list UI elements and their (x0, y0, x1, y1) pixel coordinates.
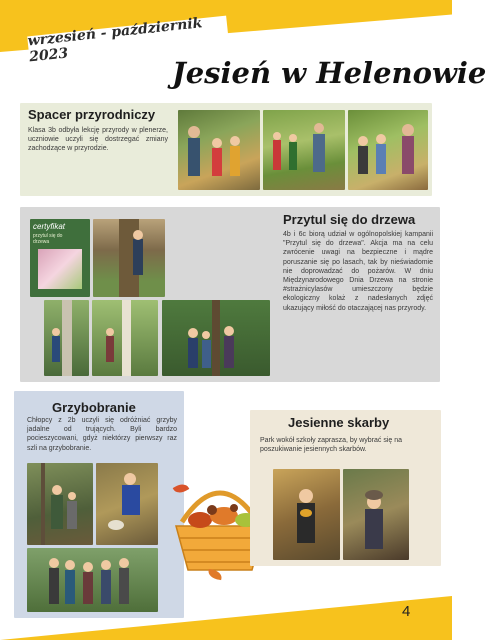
skarby-photo-2 (343, 469, 409, 560)
przytul-photo-4 (92, 300, 158, 376)
issue-date: wrzesień - październik 2023 (26, 15, 204, 66)
spacer-text: Klasa 3b odbyła lekcję przyrody w plenerze, uczniowie uczyli się dostrzegać zmiany zachodzące w przyrodzie. (28, 127, 168, 153)
skarby-photo-1 (273, 469, 340, 560)
skarby-title: Jesienne skarby (288, 415, 390, 430)
przytul-photo-5 (162, 300, 270, 376)
spacer-photo-1-figures (178, 110, 260, 190)
page-number: 4 (402, 603, 411, 620)
skarby-photo-1-figure (273, 469, 340, 560)
certificate-subtitle: przytul się do drzewa (33, 233, 63, 245)
przytul-photo-2-tree (93, 219, 165, 297)
grzybobranie-photo-2 (96, 463, 158, 545)
spacer-photo-2 (263, 110, 345, 190)
przytul-title: Przytul się do drzewa (283, 212, 416, 227)
przytul-photo-4-tree (92, 300, 158, 376)
page-title: Jesień w Helenowie (172, 56, 486, 90)
grzybobranie-text: Chłopcy z 2b uczyli się odróżniać grzyby jadalne od trujących. Byli bardzo pocieszycowani, gdyż niektórzy pierwszy raz szli na grzybobranie. (27, 417, 177, 452)
grzybobranie-title: Grzybobranie (52, 400, 136, 415)
przytul-photo-5-group (162, 300, 270, 376)
przytul-photo-2 (93, 219, 165, 297)
grzybobranie-photo-3-group (27, 548, 158, 612)
spacer-photo-1 (178, 110, 260, 190)
certificate-image (30, 219, 90, 297)
przytul-photo-3-tree (44, 300, 89, 376)
spacer-photo-2-figures (263, 110, 345, 190)
spacer-photo-3-figures (348, 110, 428, 190)
certificate-title: certyfikat (33, 222, 66, 231)
grzybobranie-photo-1 (27, 463, 93, 545)
grzybobranie-photo-1-figures (27, 463, 93, 545)
grzybobranie-photo-2-figure (96, 463, 158, 545)
certificate-photo (38, 249, 82, 289)
spacer-photo-3 (348, 110, 428, 190)
przytul-photo-3 (44, 300, 89, 376)
skarby-photo-2-figure (343, 469, 409, 560)
grzybobranie-photo-3 (27, 548, 158, 612)
skarby-text: Park wokół szkoły zaprasza, by wybrać się na poszukiwanie jesiennych skarbów. (260, 437, 402, 454)
przytul-text: 4b i 6c biorą udział w ogólnopolskiej kampanii "Przytul się do drzewa". Akcja ma na celu zwrócenie uwagi na bezpieczne i mądre poruszanie się po lasach, tak by nieświadomie nie doprowadzać do pożarów. W dniu Międzynarodowego Dnia Drzewa na stronie #strażnicylasów umieszczony będzie ekologiczny kolaż z nadesłanych zdjęć ukazujący miłość do otaczającej nas przyrody. (283, 231, 433, 312)
spacer-title: Spacer przyrodniczy (28, 107, 156, 122)
